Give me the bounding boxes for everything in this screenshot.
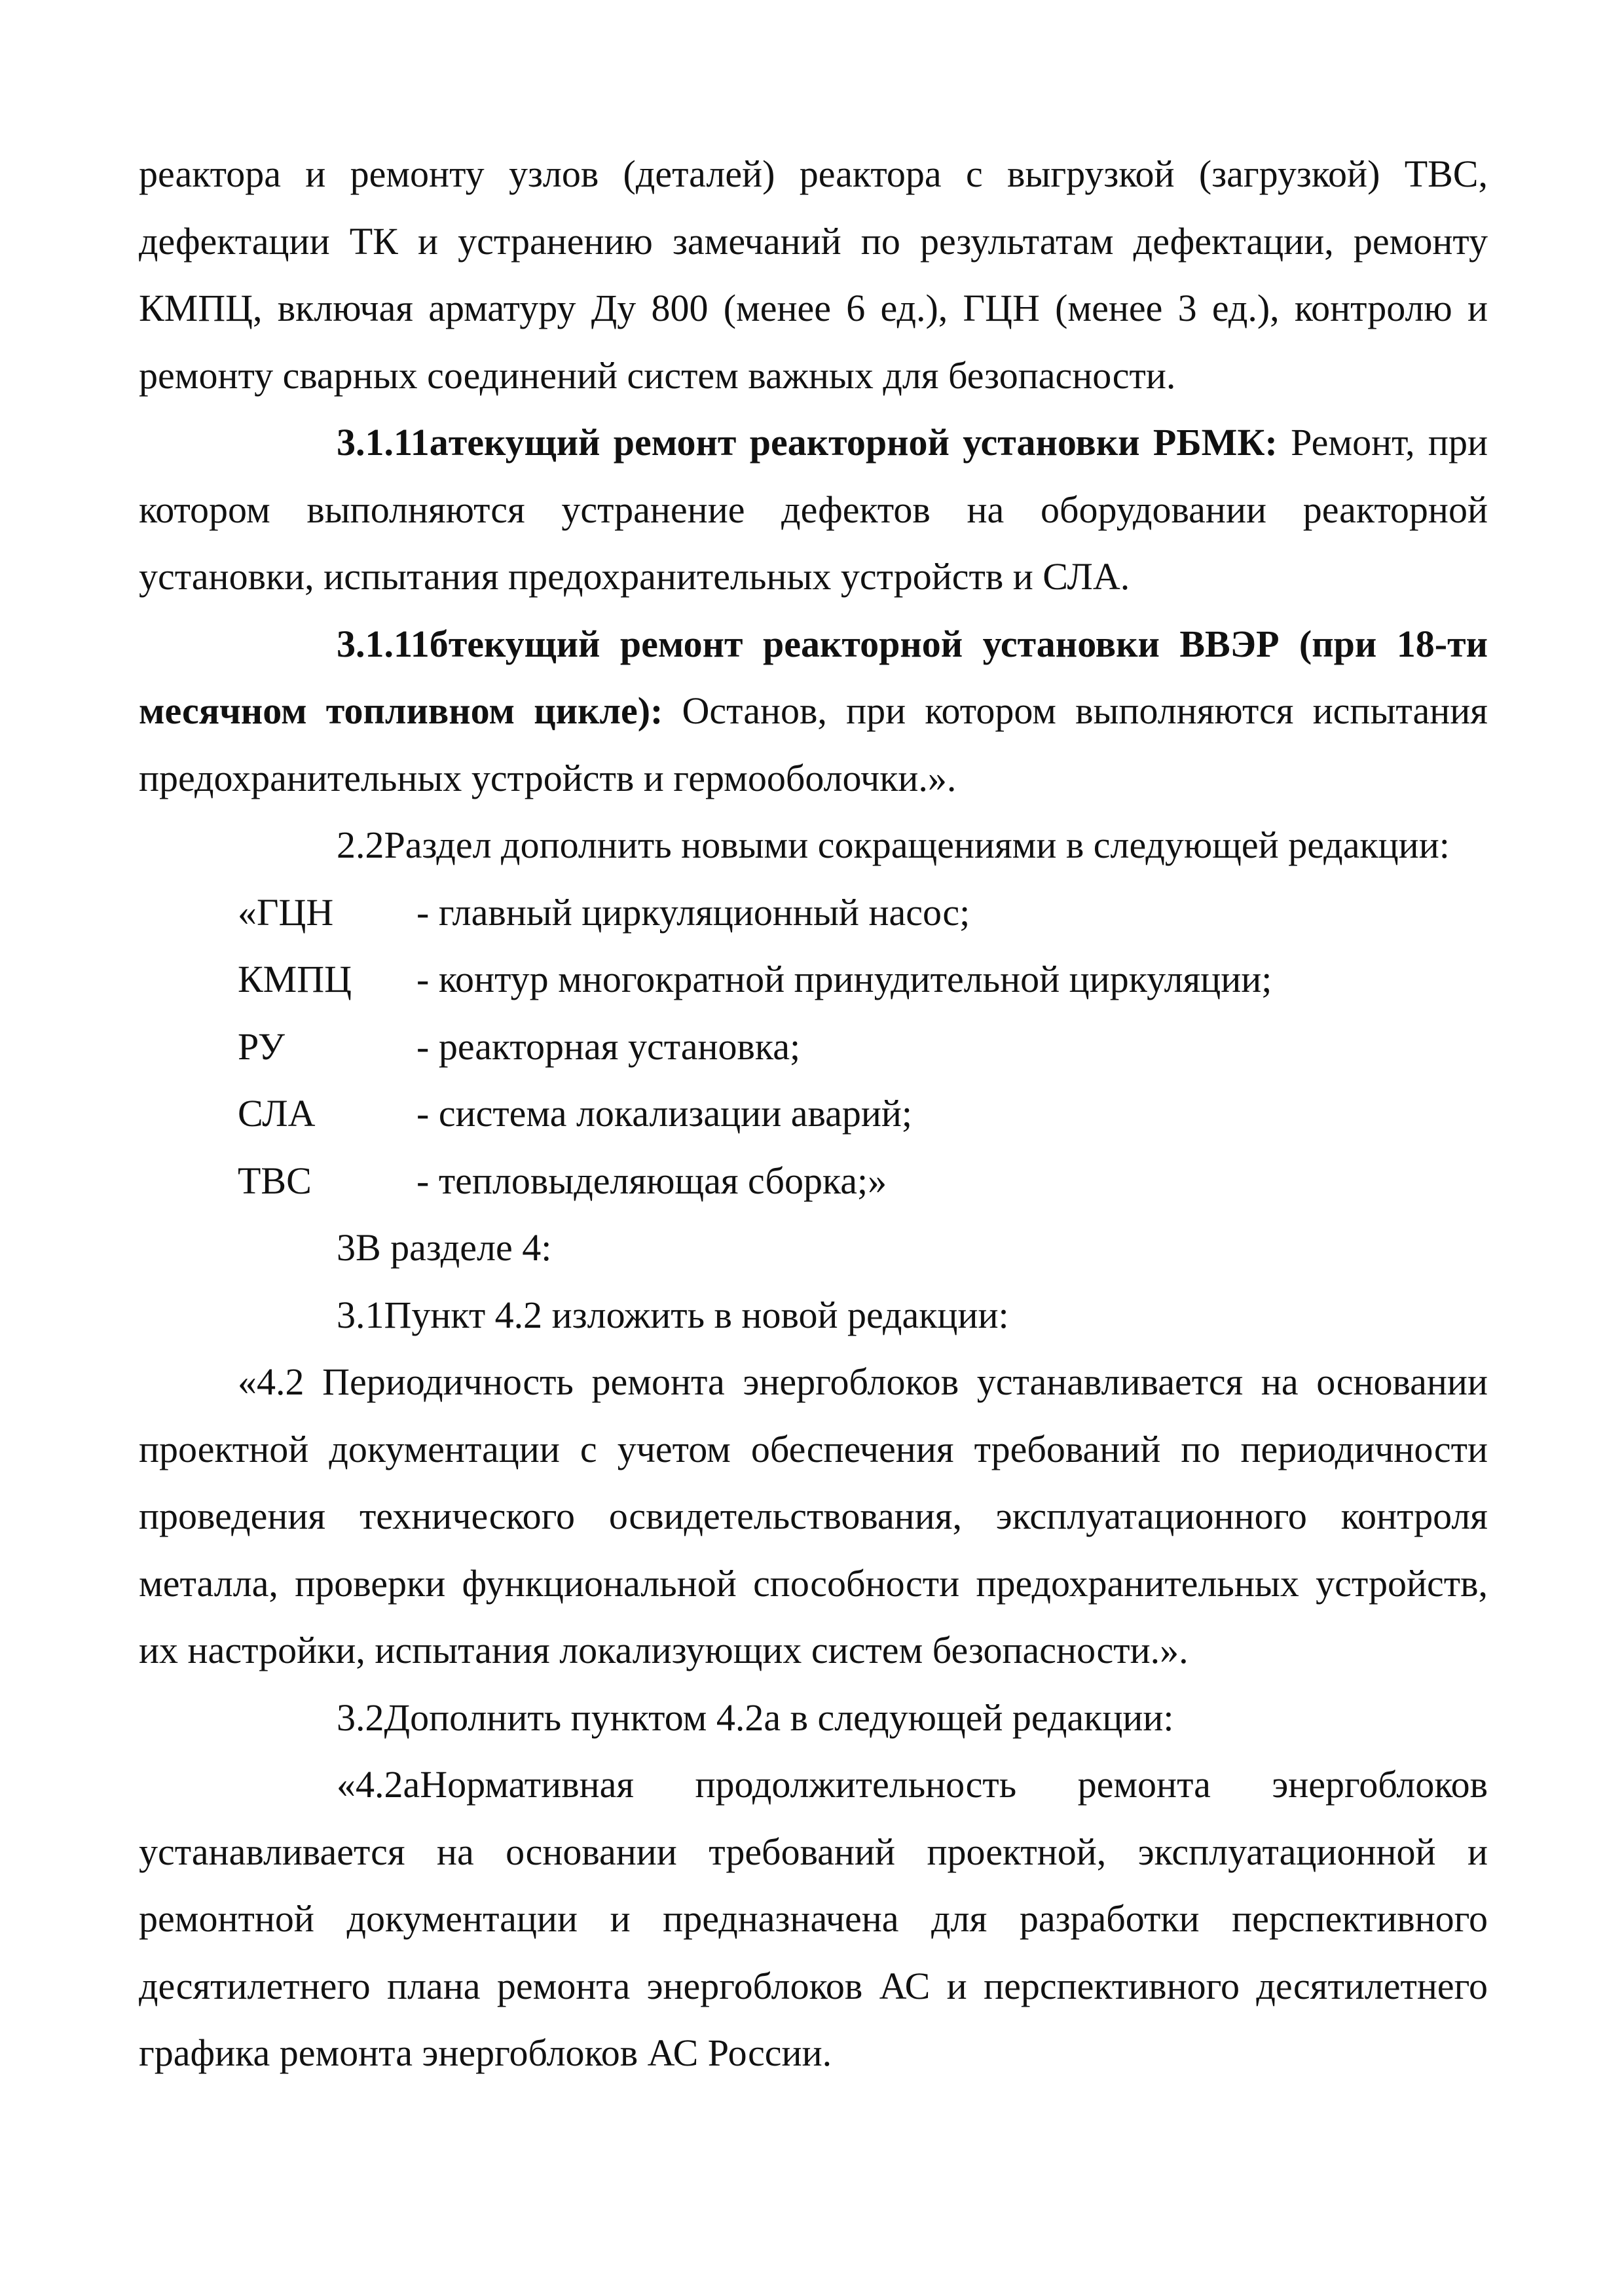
- text-line: дефектации ТК и устранению замечаний по результатам дефектации, ремонту: [139, 219, 1488, 263]
- quote-4-2-line: проектной документации с учетом обеспечения требований по периодичности: [139, 1427, 1488, 1470]
- quote-4-2-line: проведения технического освидетельствования, эксплуатационного контроля: [139, 1495, 1488, 1537]
- section-3-1: [139, 1282, 1488, 1349]
- quote-number: «4.2а: [337, 1763, 420, 1806]
- quote-4-2a-first-line: [139, 1751, 1488, 1819]
- quote-4-2-line: металла, проверки функциональной способности предохранительных устройств,: [139, 1561, 1488, 1605]
- quote-4-2-line: «4.2 Периодичность ремонта энергоблоков устанавливается на основании: [238, 1360, 1488, 1403]
- abbreviation-row: [238, 1013, 1488, 1081]
- text-line: реактора и ремонту узлов (деталей) реактора с выгрузкой (загрузкой) ТВС,: [139, 153, 1488, 195]
- definition-text: Останов, при котором выполняются испытания: [663, 689, 1488, 732]
- abbreviation-list: [238, 879, 1488, 1215]
- section-text: Дополнить пунктом 4.2а в следующей редакции:: [384, 1696, 1174, 1739]
- section-number: 3.2: [337, 1696, 384, 1739]
- defined-term-continued: месячном топливном цикле):: [139, 689, 663, 732]
- section-2-2: [139, 812, 1488, 879]
- section-number: 3.1: [337, 1293, 384, 1336]
- abbreviation-row: [238, 1080, 1488, 1148]
- quote-4-2-line: их настройки, испытания локализующих систем безопасности.».: [139, 1629, 1189, 1671]
- abbreviation-row: [238, 1148, 1488, 1215]
- abbreviation-key: СЛА: [238, 1092, 316, 1135]
- definition-3-1-11b-second-line: [139, 678, 1488, 745]
- abbreviation-row: [238, 879, 1488, 947]
- section-number: 3: [337, 1226, 356, 1269]
- abbreviation-key: «ГЦН: [238, 890, 334, 934]
- section-3-2: [139, 1685, 1488, 1752]
- section-text: Раздел дополнить новыми сокращениями в следующей редакции:: [384, 824, 1450, 866]
- text-line: котором выполняются устранение дефектов на оборудовании реакторной: [139, 488, 1488, 531]
- definition-3-1-11a-first-line: [139, 409, 1488, 477]
- defined-term-rbmk-repair: текущий ремонт реакторной установки РБМК:: [448, 421, 1278, 464]
- quote-4-2a-line: устанавливается на основании требований проектной, эксплуатационной и: [139, 1830, 1488, 1873]
- section-text: Пункт 4.2 изложить в новой редакции:: [384, 1293, 1009, 1336]
- text-line: ремонту сварных соединений систем важных для безопасности.: [139, 354, 1176, 397]
- quote-4-2a-line: графика ремонта энергоблоков АС России.: [139, 2032, 832, 2074]
- abbreviation-definition: - тепловыделяющая сборка;»: [416, 1159, 887, 1202]
- item-number-3-1-11b: 3.1.11б: [337, 622, 449, 665]
- section-3: [139, 1214, 1488, 1282]
- quote-4-2a-line: десятилетнего плана ремонта энергоблоков АС и перспективного десятилетнего: [139, 1964, 1488, 2007]
- abbreviation-definition: - главный циркуляционный насос;: [416, 890, 970, 934]
- definition-3-1-11b-first-line: [139, 611, 1488, 678]
- abbreviation-definition: - реакторная установка;: [416, 1025, 801, 1068]
- section-text: В разделе 4:: [356, 1226, 552, 1269]
- text-line: КМПЦ, включая арматуру Ду 800 (менее 6 ед.), ГЦН (менее 3 ед.), контролю и: [139, 287, 1488, 329]
- abbreviation-definition: - система локализации аварий;: [416, 1092, 913, 1135]
- abbreviation-definition: - контур многократной принудительной циркуляции;: [416, 958, 1272, 1000]
- document-text: [139, 141, 1488, 2087]
- defined-term-vver-repair: текущий ремонт реакторной установки ВВЭР (при 18-ти: [448, 622, 1488, 665]
- text-line: предохранительных устройств и гермооболочки.».: [139, 756, 957, 799]
- abbreviation-key: РУ: [238, 1025, 285, 1068]
- definition-text: Ремонт, при: [1277, 421, 1488, 464]
- quote-text: Нормативная продолжительность ремонта энергоблоков: [420, 1763, 1488, 1806]
- abbreviation-row: [238, 946, 1488, 1013]
- section-number: 2.2: [337, 824, 384, 866]
- abbreviation-key: КМПЦ: [238, 958, 352, 1000]
- quote-4-2a-line: ремонтной документации и предназначена для разработки перспективного: [139, 1897, 1488, 1940]
- text-line: установки, испытания предохранительных устройств и СЛА.: [139, 555, 1130, 598]
- item-number-3-1-11a: 3.1.11а: [337, 421, 449, 464]
- abbreviation-key: ТВС: [238, 1159, 312, 1202]
